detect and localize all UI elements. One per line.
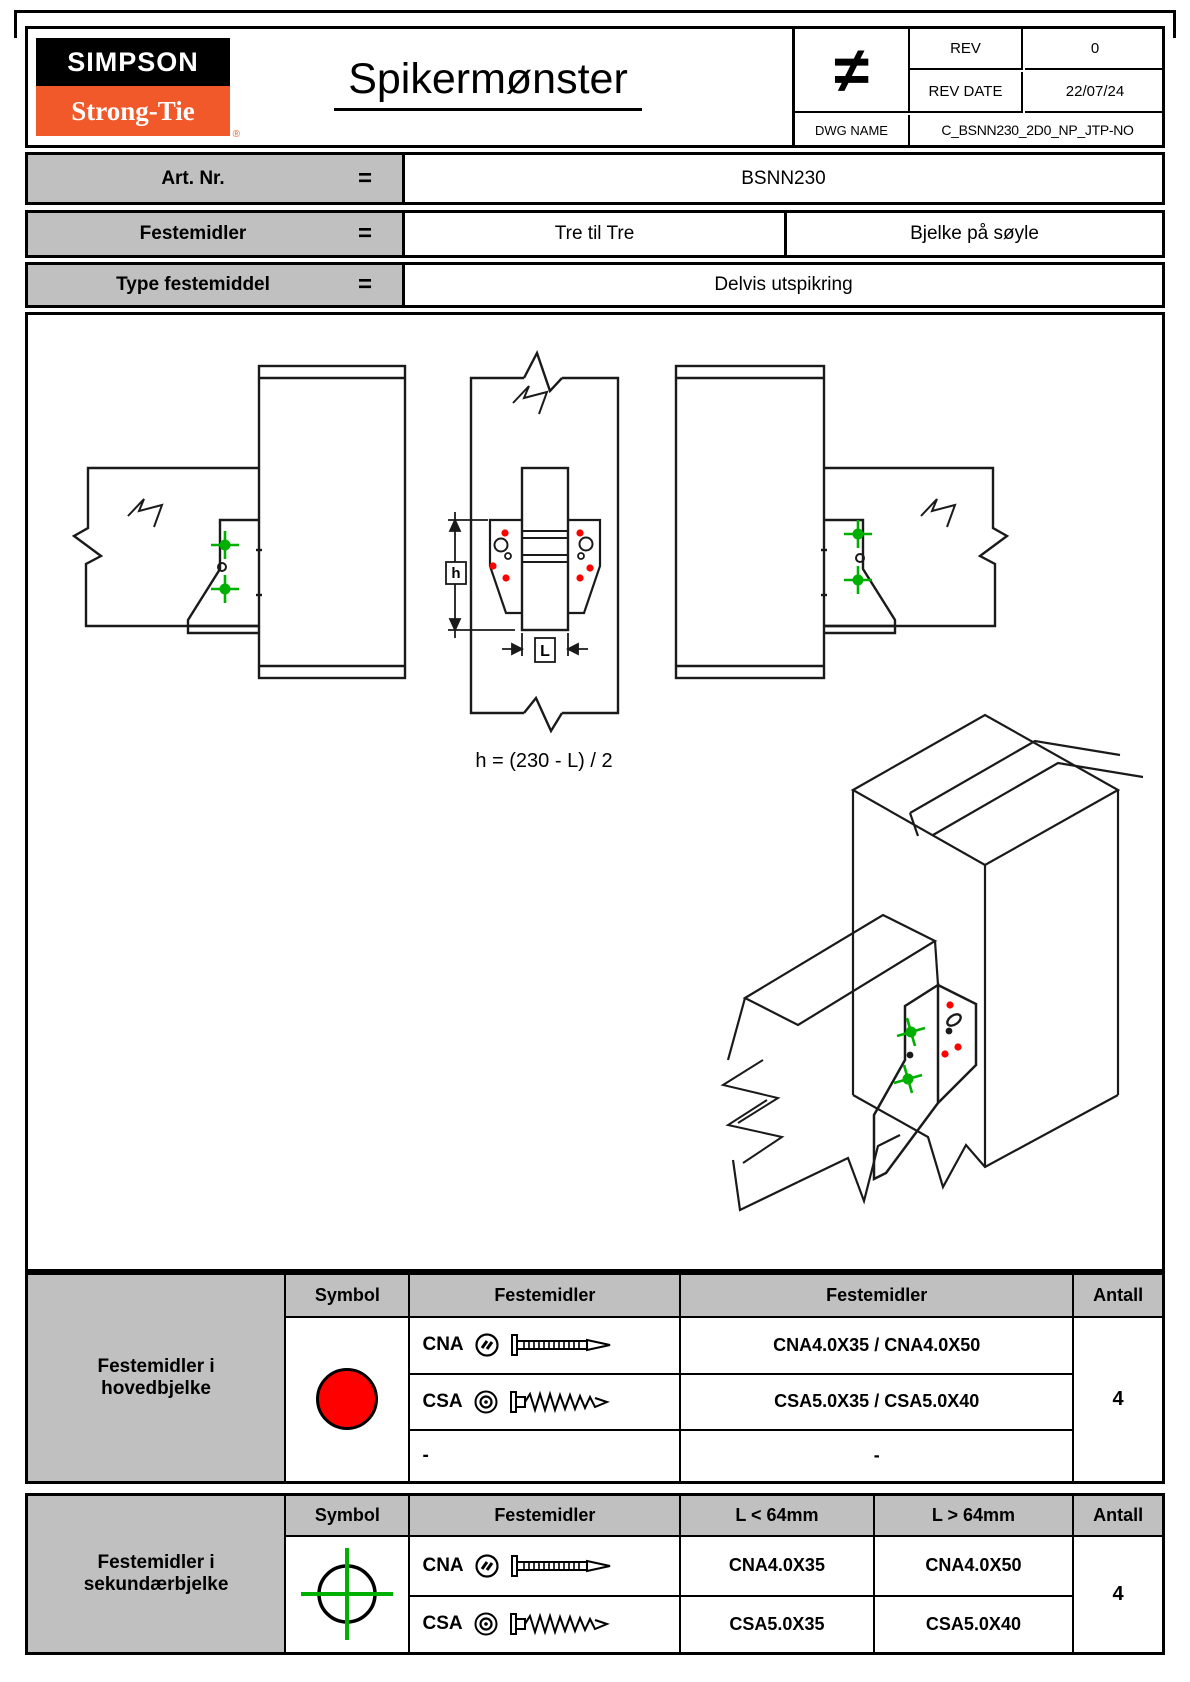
rev-date-label: REV DATE: [910, 72, 1023, 113]
break-symbol: [921, 499, 955, 527]
fastener-name: CNA: [422, 1334, 464, 1355]
rev-date-value: 22/07/24: [1025, 72, 1165, 113]
secondary-beam-symbol: [297, 1544, 397, 1644]
fastener-name: CNA: [422, 1554, 464, 1576]
rev-value: 0: [1025, 29, 1165, 70]
sheet-title-wrap: [238, 43, 738, 123]
beam-bottom-break: [798, 1135, 900, 1201]
table2-row-label: Festemidler i sekundærbjelke: [83, 1552, 229, 1595]
festemidler-value-2: Bjelke på søyle: [784, 213, 1162, 255]
csa-l-large: CSA5.0X40: [874, 1596, 1074, 1654]
not-equal-glyph: ≠: [833, 34, 870, 106]
csa-head-icon: [473, 1389, 499, 1415]
simpson-strongtie-logo: [36, 38, 240, 140]
post-top-break: [910, 741, 1120, 813]
fastener-row-csa: [410, 1611, 679, 1637]
fastener-name: CSA: [422, 1390, 463, 1412]
hanger-profile-left: [188, 520, 259, 633]
isometric-view: [723, 715, 1143, 1210]
logo-simpson: SIMPSON: [36, 38, 230, 86]
dim-L-label: L: [540, 643, 550, 660]
csa-screw-icon: [509, 1611, 619, 1637]
left-side-view: [74, 366, 405, 678]
hanger-wing-right: [568, 520, 600, 613]
fastener-name: CSA: [422, 1613, 463, 1635]
fastener-name: -: [422, 1444, 429, 1466]
table2-col-symbol: Symbol: [285, 1495, 409, 1536]
festemidler-label: Festemidler: [139, 223, 247, 244]
page-frame-top: [14, 10, 1176, 13]
title-block: [25, 26, 1165, 148]
cna-head-icon: [474, 1332, 500, 1358]
main-beam-symbol: [316, 1368, 378, 1430]
type-festemiddel-value: Delvis utspikring: [714, 274, 853, 295]
secondary-fastener-symbols: [844, 520, 872, 594]
registered-mark: ®: [232, 129, 240, 140]
table-hovedbjelke: [25, 1272, 1165, 1484]
cna-nail-icon: [510, 1332, 620, 1358]
dim-h-label: h: [451, 565, 461, 582]
csa-screw-icon: [509, 1389, 619, 1415]
art-nr-value: BSNN230: [741, 167, 826, 189]
page-frame-left-stub: [14, 10, 17, 38]
table2-col-l-small: L < 64mm: [680, 1495, 874, 1536]
table-sekundaerbjelke: [25, 1493, 1165, 1655]
page-title: Spikermønster: [334, 55, 642, 111]
table1-col-festemidler-2: Festemidler: [680, 1274, 1073, 1317]
cna-head-icon: [474, 1553, 500, 1579]
table2-antall-value: 4: [1073, 1536, 1163, 1654]
beam-end-break: [723, 1060, 778, 1123]
dwg-name-value: C_BSNN230_2D0_NP_JTP-NO: [941, 122, 1134, 138]
fastener-row-cna: [410, 1553, 679, 1579]
cna-l-small: CNA4.0X35: [680, 1536, 874, 1596]
table2-col-l-large: L > 64mm: [874, 1495, 1074, 1536]
not-equal-symbol: [795, 29, 910, 113]
break-symbol: [128, 499, 162, 527]
rev-table: [792, 29, 1162, 145]
table1-col-festemidler-1: Festemidler: [409, 1274, 680, 1317]
right-side-view: [676, 366, 1007, 678]
csa-head-icon: [473, 1611, 499, 1637]
table2-col-antall: Antall: [1073, 1495, 1163, 1536]
info-row-art-nr: [25, 152, 1165, 205]
csa-l-small: CSA5.0X35: [680, 1596, 874, 1654]
equals-sign: =: [358, 271, 373, 298]
info-row-type-festemiddel: [25, 262, 1165, 308]
equals-sign: =: [358, 220, 373, 247]
fastener-row-cna: [410, 1332, 679, 1358]
rev-label: REV: [910, 29, 1023, 70]
festemidler-value-1: Tre til Tre: [554, 223, 635, 244]
equals-sign: =: [358, 164, 373, 192]
cna-l-large: CNA4.0X50: [874, 1536, 1074, 1596]
height-formula: h = (230 - L) / 2: [475, 750, 613, 772]
center-front-view: [446, 353, 618, 731]
table1-row-label: Festemidler i hovedbjelke: [97, 1356, 215, 1399]
fastener-row-dash: [410, 1445, 679, 1467]
page-frame-right-stub: [1173, 10, 1176, 38]
drawing-area: [25, 312, 1165, 1272]
cna-nail-icon: [510, 1553, 620, 1579]
info-row-festemidler: [25, 210, 1165, 258]
fastener-row-csa: [410, 1389, 679, 1415]
dash-value: -: [680, 1430, 1073, 1483]
table1-col-symbol: Symbol: [285, 1274, 409, 1317]
break-symbol: [513, 386, 547, 414]
dwg-name-label: DWG NAME: [795, 115, 910, 145]
art-nr-label: Art. Nr.: [161, 167, 225, 189]
logo-strongtie: Strong-Tie: [36, 86, 230, 136]
table2-col-festemidler: Festemidler: [409, 1495, 680, 1536]
cna-value: CNA4.0X35 / CNA4.0X50: [680, 1317, 1073, 1374]
type-festemiddel-label: Type festemiddel: [116, 274, 270, 295]
csa-value: CSA5.0X35 / CSA5.0X40: [680, 1374, 1073, 1430]
technical-drawing: [28, 315, 1162, 1269]
table1-antall-value: 4: [1073, 1317, 1163, 1483]
table1-col-antall: Antall: [1073, 1274, 1163, 1317]
